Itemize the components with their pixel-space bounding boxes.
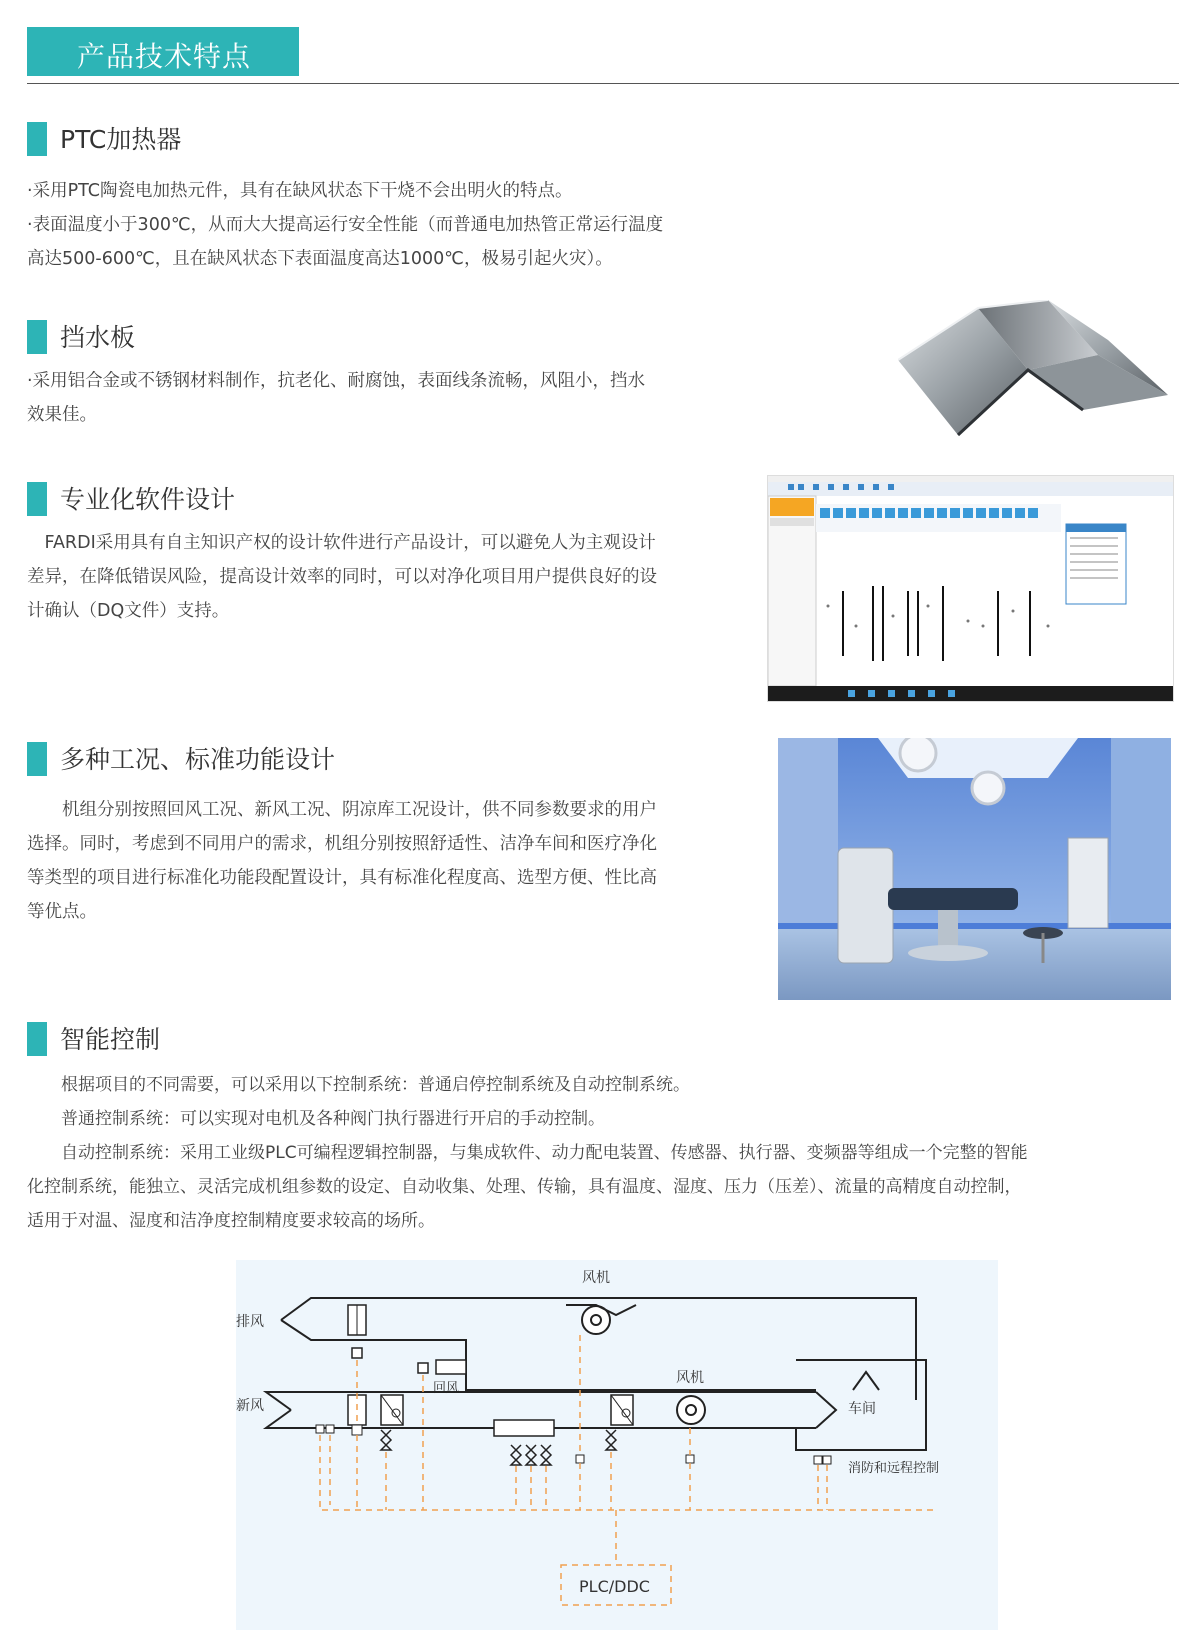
page-title: 产品技术特点: [77, 40, 252, 73]
text-line: 普通控制系统：可以实现对电机及各种阀门执行器进行开启的手动控制。: [27, 1109, 605, 1129]
operating-room-illustration: [778, 738, 1171, 1000]
diagram-label-fire-remote: 消防和远程控制: [848, 1461, 940, 1476]
baffle-image: [898, 300, 1173, 445]
text-line: ·表面温度小于300℃，从而大大提高运行安全性能（而普通电加热管正常运行温度: [27, 215, 664, 235]
software-screenshot: [767, 475, 1174, 702]
section-text-control: [27, 1068, 1177, 1238]
software-ui-illustration: [768, 476, 1173, 701]
text-line: 自动控制系统：采用工业级PLC可编程逻辑控制器，与集成软件、动力配电装置、传感器、执行器、变频器等组成一个完整的智能: [27, 1143, 1028, 1163]
section-title: PTC加热器: [60, 125, 182, 154]
control-diagram: [236, 1260, 998, 1630]
section-text-ptc: [27, 174, 747, 276]
text-line: 等类型的项目进行标准化功能段配置设计，具有标准化程度高、选型方便、性比高: [27, 868, 657, 888]
diagram-label-exhaust: 排风: [236, 1314, 264, 1330]
control-system-diagram: [236, 1260, 998, 1630]
section-marker: [27, 482, 47, 516]
header-banner: [27, 27, 299, 76]
section-text-conditions: [27, 793, 757, 929]
section-marker: [27, 122, 47, 156]
operating-room-photo: [778, 738, 1171, 1000]
text-line: ·采用PTC陶瓷电加热元件，具有在缺风状态下干烧不会出明火的特点。: [27, 181, 573, 201]
section-marker: [27, 1022, 47, 1056]
diagram-label-return-air: 回风: [433, 1381, 460, 1396]
text-line: ·采用铝合金或不锈钢材料制作，抗老化、耐腐蚀，表面线条流畅，风阻小，挡水: [27, 371, 646, 391]
section-text-software: [27, 526, 757, 628]
diagram-label-workshop: 车间: [848, 1401, 876, 1417]
diagram-label-fresh-air: 新风: [236, 1398, 264, 1414]
section-marker: [27, 742, 47, 776]
header-divider: [27, 83, 1179, 84]
section-title: 专业化软件设计: [60, 485, 236, 514]
diagram-label-fan-top: 风机: [582, 1270, 610, 1286]
section-title: 挡水板: [60, 323, 136, 352]
text-line: 等优点。: [27, 902, 97, 922]
text-line: 机组分别按照回风工况、新风工况、阴凉库工况设计，供不同参数要求的用户: [27, 800, 657, 820]
diagram-label-fan-mid: 风机: [676, 1370, 704, 1386]
text-line: 根据项目的不同需要，可以采用以下控制系统：普通启停控制系统及自动控制系统。: [27, 1075, 690, 1095]
section-title: 多种工况、标准功能设计: [60, 745, 336, 774]
section-text-baffle: [27, 364, 747, 432]
text-line: 选择。同时，考虑到不同用户的需求，机组分别按照舒适性、洁净车间和医疗净化: [27, 834, 657, 854]
text-line: 差异，在降低错误风险，提高设计效率的同时，可以对净化项目用户提供良好的设: [27, 567, 657, 587]
text-line: 适用于对温、湿度和洁净度控制精度要求较高的场所。: [27, 1211, 435, 1231]
text-line: 高达500-600℃，且在缺风状态下表面温度高达1000℃，极易引起火灾）。: [27, 249, 613, 269]
diagram-label-controller: PLC/DDC: [579, 1577, 650, 1596]
text-line: 化控制系统，能独立、灵活完成机组参数的设定、自动收集、处理、传输，具有温度、湿度、压力（压差）、流量的高精度自动控制，: [27, 1177, 1022, 1197]
section-title: 智能控制: [60, 1025, 161, 1054]
text-line: FARDI采用具有自主知识产权的设计软件进行产品设计，可以避免人为主观设计: [27, 533, 656, 553]
section-marker: [27, 320, 47, 354]
text-line: 效果佳。: [27, 405, 97, 425]
text-line: 计确认（DQ文件）支持。: [27, 601, 230, 621]
